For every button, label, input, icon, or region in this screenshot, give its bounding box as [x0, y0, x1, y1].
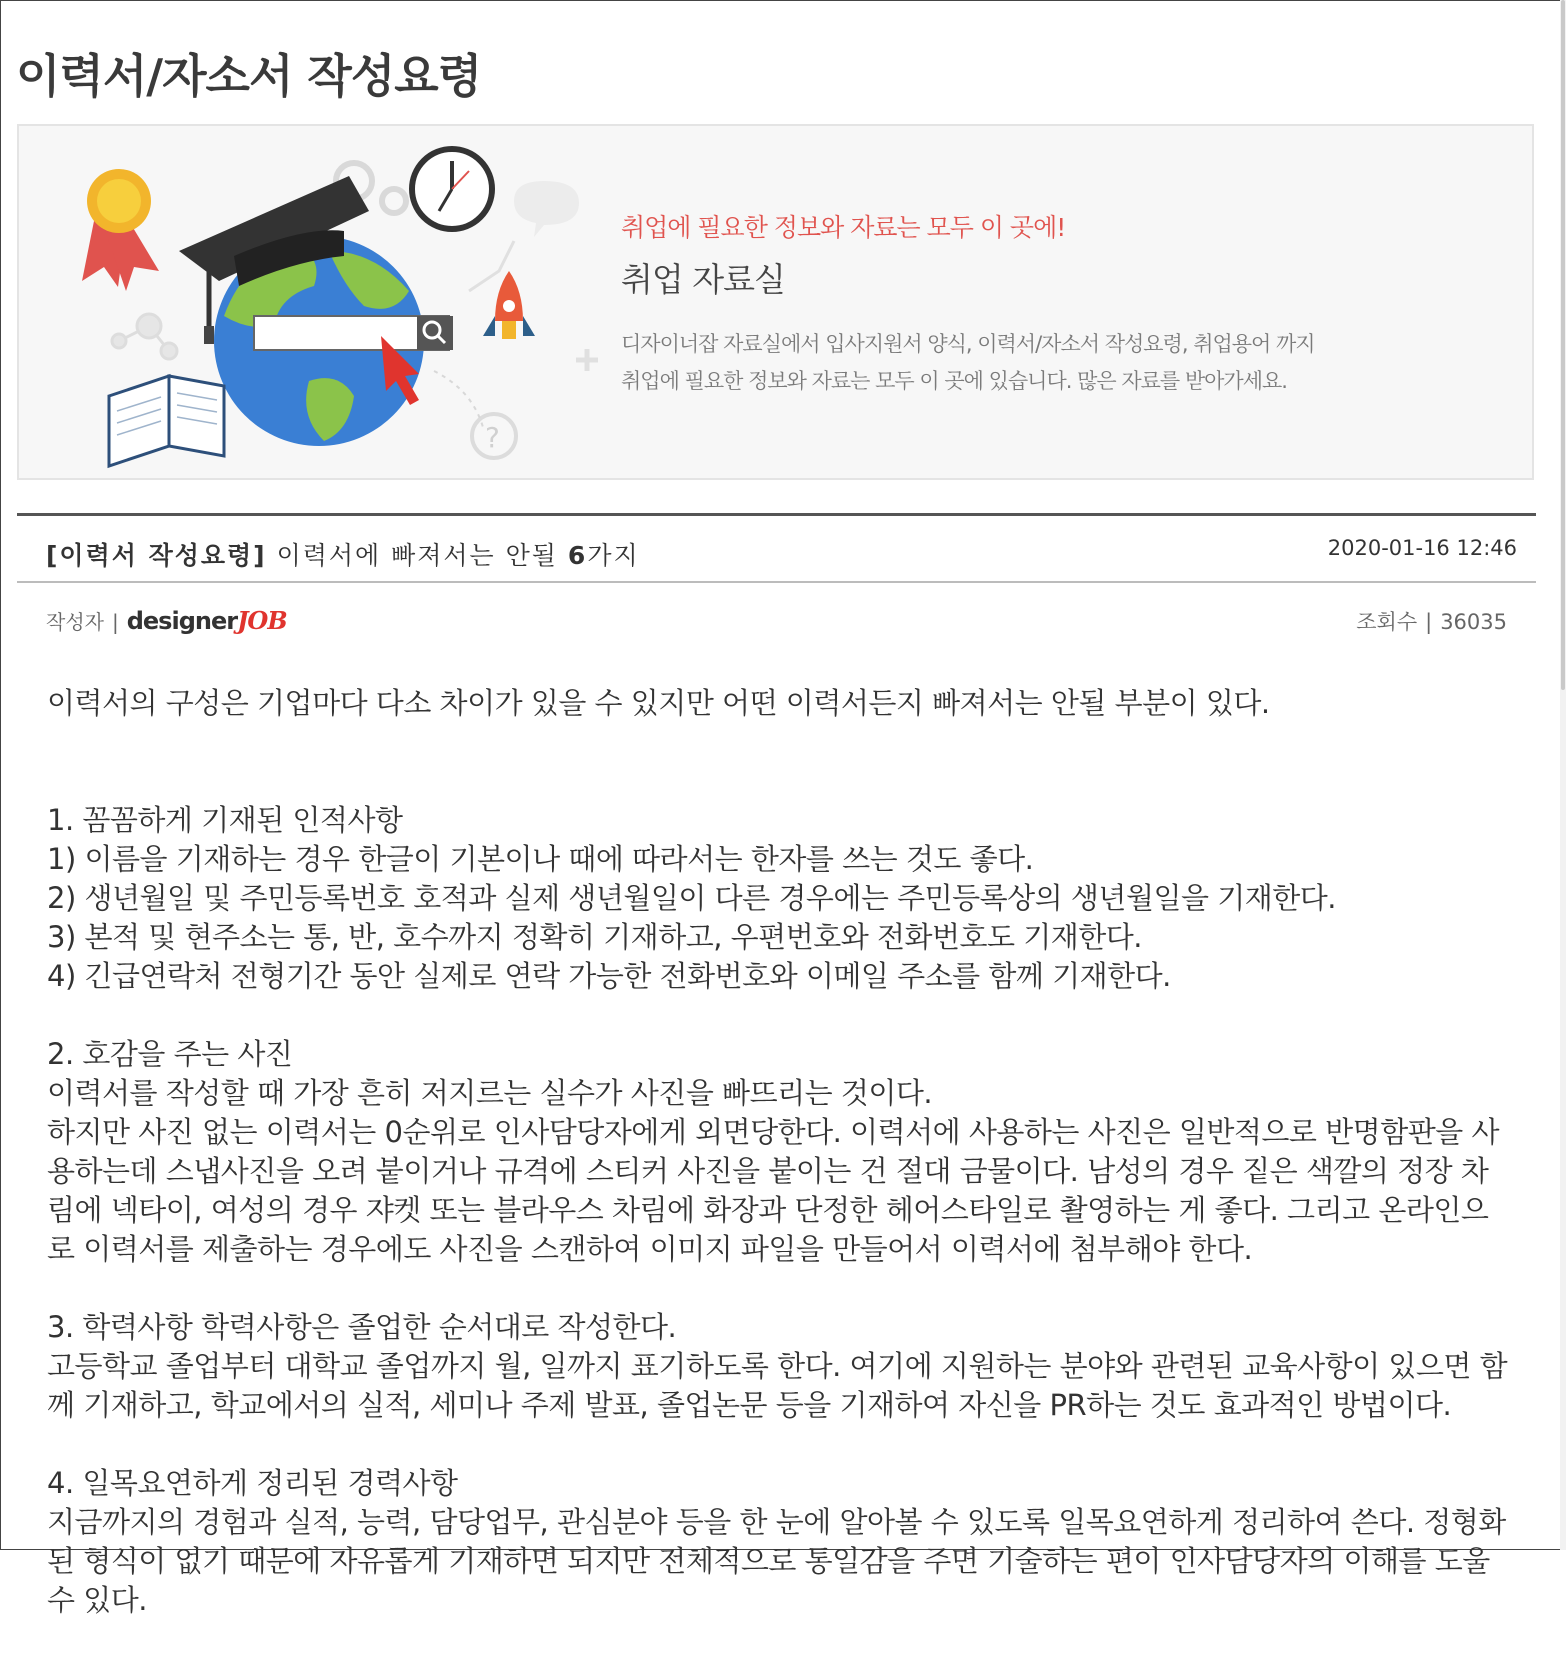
content-intro: 이력서의 구성은 기업마다 다소 차이가 있을 수 있지만 어떤 이력서든지 빠져서는 안될 부분이 있다.	[47, 686, 1270, 720]
post-meta-divider	[17, 581, 1536, 583]
author-label: 작성자	[46, 610, 104, 634]
content-section-1	[47, 801, 1509, 996]
post-title-main: 이력서에 빠져서는 안될	[276, 541, 558, 570]
views-count: 36035	[1440, 610, 1507, 634]
speech-bubble-icon	[514, 181, 579, 237]
views-label: 조회수	[1356, 610, 1418, 634]
section-heading: 3. 학력사항 학력사항은 졸업한 순서대로 작성한다.	[47, 1310, 677, 1344]
content-section-2	[47, 1035, 1509, 1269]
scrollbar-thumb[interactable]	[1561, 0, 1565, 690]
section-line: 3) 본적 및 현주소는 통, 반, 호수까지 정확히 기재하고, 우편번호와 전화번호도 기재한다.	[47, 920, 1143, 954]
plus-icon	[576, 349, 598, 371]
post-category: [이력서 작성요령]	[46, 541, 267, 570]
question-icon	[472, 414, 516, 458]
page-title: 이력서/자소서 작성요령	[16, 49, 482, 103]
scrollbar[interactable]	[1560, 0, 1566, 1550]
views-separator: |	[1425, 610, 1433, 634]
post-header-divider	[17, 513, 1536, 516]
author-separator: |	[111, 610, 119, 634]
post-title-number: 6	[567, 541, 588, 570]
search-bar-icon	[254, 316, 453, 350]
book-icon	[109, 376, 224, 466]
section-heading: 1. 꼼꼼하게 기재된 인적사항	[47, 803, 403, 837]
banner-illustration	[59, 141, 599, 471]
post-title-suffix: 가지	[587, 541, 640, 570]
section-heading: 2. 호감을 주는 사진	[47, 1037, 293, 1071]
banner-tagline: 취업에 필요한 정보와 자료는 모두 이 곳에!	[621, 213, 1066, 242]
section-paragraph: 지금까지의 경험과 실적, 능력, 담당업무, 관심분야 등을 한 눈에 알아볼 수 있도록 일목요연하게 정리하여 쓴다. 정형화된 형식이 없기 때문에 자유롭게 기재하면 되지만 전체적으로 통일감을 주면 기술하는 편이 인사담당자의 이해를 도울 수 있다.	[47, 1505, 1506, 1617]
post-content	[47, 684, 1509, 1659]
svg-text:?: ?	[485, 421, 500, 454]
post-views	[1356, 606, 1507, 636]
section-line: 4) 긴급연락처 전형기간 동안 실제로 연락 가능한 전화번호와 이메일 주소를 함께 기재한다.	[47, 959, 1171, 993]
banner-title: 취업 자료실	[621, 260, 785, 299]
content-section-3	[47, 1308, 1509, 1425]
post-title	[46, 536, 640, 572]
molecule-icon	[112, 314, 177, 359]
section-paragraph: 하지만 사진 없는 이력서는 0순위로 인사담당자에게 외면당한다. 이력서에 사용하는 사진은 일반적으로 반명함판을 사용하는데 스냅사진을 오려 붙이거나 규격에 스티커 사진을 붙이는 건 절대 금물이다. 남성의 경우 짙은 색깔의 정장 차림에 넥타이, 여성의 경우 쟈켓 또는 블라우스 차림에 화장과 단정한 헤어스타일로 촬영하는 게 좋다. 그리고 온라인으로 이력서를 제출하는 경우에도 사진을 스캔하여 이미지 파일을 만들어서 이력서에 첨부해야 한다.	[47, 1115, 1499, 1266]
clock-icon	[412, 149, 492, 229]
banner-description	[621, 326, 1315, 400]
medal-icon	[82, 169, 159, 291]
section-paragraph: 고등학교 졸업부터 대학교 졸업까지 월, 일까지 표기하도록 한다. 여기에 지원하는 분야와 관련된 교육사항이 있으면 함께 기재하고, 학교에서의 실적, 세미나 주제 발표, 졸업논문 등을 기재하여 자신을 PR하는 것도 효과적인 방법이다.	[47, 1349, 1508, 1422]
designerjob-logo: designerJOB	[126, 606, 287, 635]
section-heading: 4. 일목요연하게 정리된 경력사항	[47, 1466, 458, 1500]
section-line: 1) 이름을 기재하는 경우 한글이 기본이나 때에 따라서는 한자를 쓰는 것도 좋다.	[47, 842, 1034, 876]
section-line: 이력서를 작성할 때 가장 흔히 저지르는 실수가 사진을 빠뜨리는 것이다.	[47, 1076, 933, 1110]
content-section-4	[47, 1464, 1509, 1620]
post-date: 2020-01-16 12:46	[1327, 536, 1517, 560]
rocket-icon	[483, 271, 535, 339]
job-resources-banner	[17, 124, 1534, 480]
post-author	[46, 606, 287, 635]
section-line: 2) 생년월일 및 주민등록번호 호적과 실제 생년월일이 다른 경우에는 주민등록상의 생년월일을 기재한다.	[47, 881, 1336, 915]
banner-desc-line: 디자이너잡 자료실에서 입사지원서 양식, 이력서/자소서 작성요령, 취업용어 까지	[621, 332, 1315, 356]
banner-desc-line: 취업에 필요한 정보와 자료는 모두 이 곳에 있습니다. 많은 자료를 받아가세요.	[621, 369, 1287, 393]
